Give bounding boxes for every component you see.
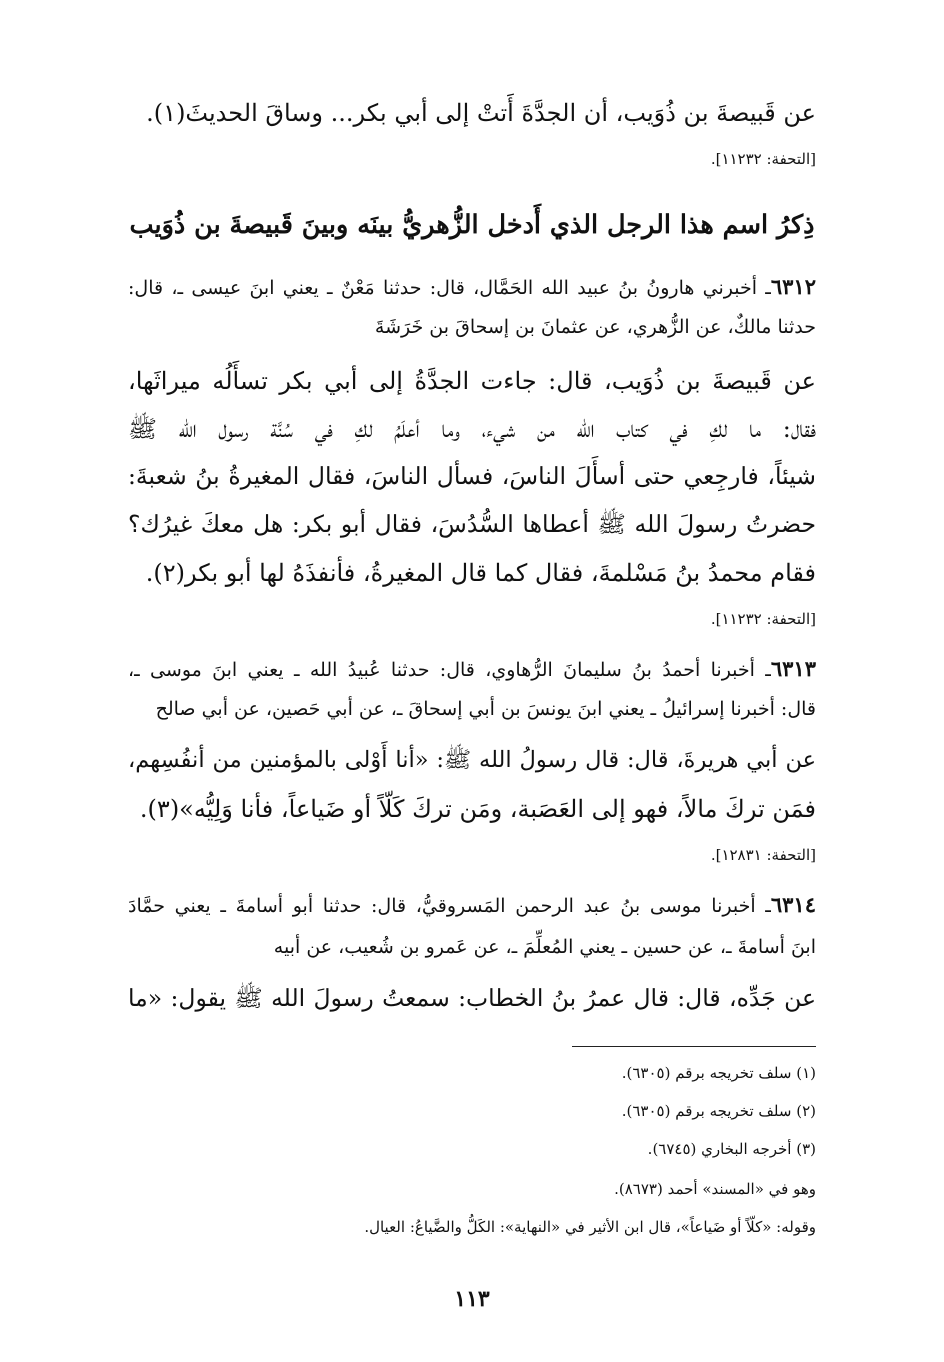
hadith-6312-matn-2: فقال: ما لكِ في كتاب الله من شيء، وما أعلَمُ لكِ في سُنَّة رسول الله ﷺ [128, 415, 816, 443]
text-line-1: عن قَبيصةَ بن ذُوَيب، أن الجدَّةَ أَتتْ إلى أبي بكر... وساقَ الحديثَ(١). [146, 99, 816, 127]
hadith-6313-isnad-2: قال: أخبرنا إسرائيلُ ـ يعني ابنَ يونسَ بن أبي إسحاقَ ـ، عن أبي حَصين، عن أبي صالح [155, 698, 816, 720]
hadith-6312-matn-5: فقام محمدُ بنُ مَسْلمةَ، فقال كما قال المغيرةُ، فأنفذَهُ لها أبو بكر(٢). [145, 559, 816, 587]
hadith-number-6314: ٦٣١٤ [770, 892, 816, 917]
hadith-6312-isnad-1 [128, 274, 816, 301]
hadith-6314-isnad-2: ابنَ أسامةَ ـ، عن حسين ـ يعني المُعلِّمَ ـ، عن عَمرو بن شُعيب، عن أبيه [273, 936, 816, 958]
hadith-6313-isnad-text: ـ أخبرنا أحمدُ بنُ سليمانَ الرُّهاوي، قال: حدثنا عُبيدُ الله ـ يعني ابنَ موسى ـ، [128, 659, 771, 681]
hadith-6313-matn-1: عن أبي هريرةَ، قال: قال رسولُ الله ﷺ: «أنا أَوْلى بالمؤمنين من أنفُسِهم، [128, 747, 816, 773]
hadith-6314-isnad-1 [128, 892, 816, 919]
hadith-6314-matn-1: عن جَدِّه، قال: قال عمرُ بنُ الخطاب: سمعتُ رسولَ الله ﷺ يقول: «ما [128, 984, 816, 1012]
hadith-number-6313: ٦٣١٣ [770, 656, 816, 681]
footnote-2: (٢) سلف تخريجه برقم (٦٣٠٥). [621, 1102, 816, 1120]
footnote-3: (٣) أخرجه البخاري (٦٧٤٥). [647, 1140, 816, 1158]
hadith-6312-matn-4: حضرتُ رسولَ الله ﷺ أعطاها السُّدُسَ، فقال أبو بكر: هل معكَ غيرُك؟ [128, 510, 816, 538]
page-number: ١١٣ [454, 1286, 490, 1312]
tuhfa-ref-3: [التحفة: ١٢٨٣١]. [710, 846, 816, 864]
footnote-rule [572, 1046, 816, 1047]
hadith-6312-matn-1: عن قَبيصةَ بن ذُوَيب، قال: جاءت الجدَّةُ إلى أبي بكر تسأَلُه ميراثَها، [128, 367, 816, 395]
section-heading: ذِكرُ اسم هذا الرجل الذي أَدخل الزُّهريُّ بينَه وبينَ قَبيصةَ بن ذُوَيب [129, 210, 815, 240]
hadith-6312-matn-3: شيئاً، فارجِعي حتى أسأَلَ الناسَ، فسأل الناسَ، فقال المغيرةُ بنُ شعبةَ: [128, 462, 816, 490]
hadith-6313-isnad-1 [128, 656, 816, 683]
hadith-6313-matn-2: فمَن تركَ مالاً، فهو إلى العَصَبة، ومَن تركَ كَلّاً أو ضَياعاً، فأنا وَلِيُّه»(٣). [139, 795, 816, 823]
footnote-1: (١) سلف تخريجه برقم (٦٣٠٥). [621, 1064, 816, 1082]
tuhfa-ref-1: [التحفة: ١١٢٣٢]. [710, 150, 816, 168]
footnote-3-continued: وهو في «المسند» أحمد (٨٦٧٣). [614, 1180, 816, 1198]
hadith-6312-isnad-2: حدثنا مالكٌ، عن الزُّهري، عن عثمانَ بن إسحاقَ بن خَرَشَةَ [374, 316, 816, 338]
footnote-3-note: وقوله: «كلّاً أو ضَياعاً»، قال ابن الأثير في «النهاية»: الكَلُّ والضَّياعُ: العيال. [364, 1218, 816, 1236]
hadith-number-6312: ٦٣١٢ [770, 274, 816, 299]
hadith-6314-isnad-text: ـ أخبرنا موسى بنُ عبد الرحمن المَسروقيُّ، قال: حدثنا أبو أسامةَ ـ يعني حمَّادَ [128, 895, 771, 917]
hadith-6312-isnad-text: ـ أخبرني هارونُ بنُ عبيد الله الحَمَّال، قال: حدثنا مَعْنٌ ـ يعني ابنَ عيسى ـ، قال: [128, 277, 771, 299]
tuhfa-ref-2: [التحفة: ١١٢٣٢]. [710, 610, 816, 628]
